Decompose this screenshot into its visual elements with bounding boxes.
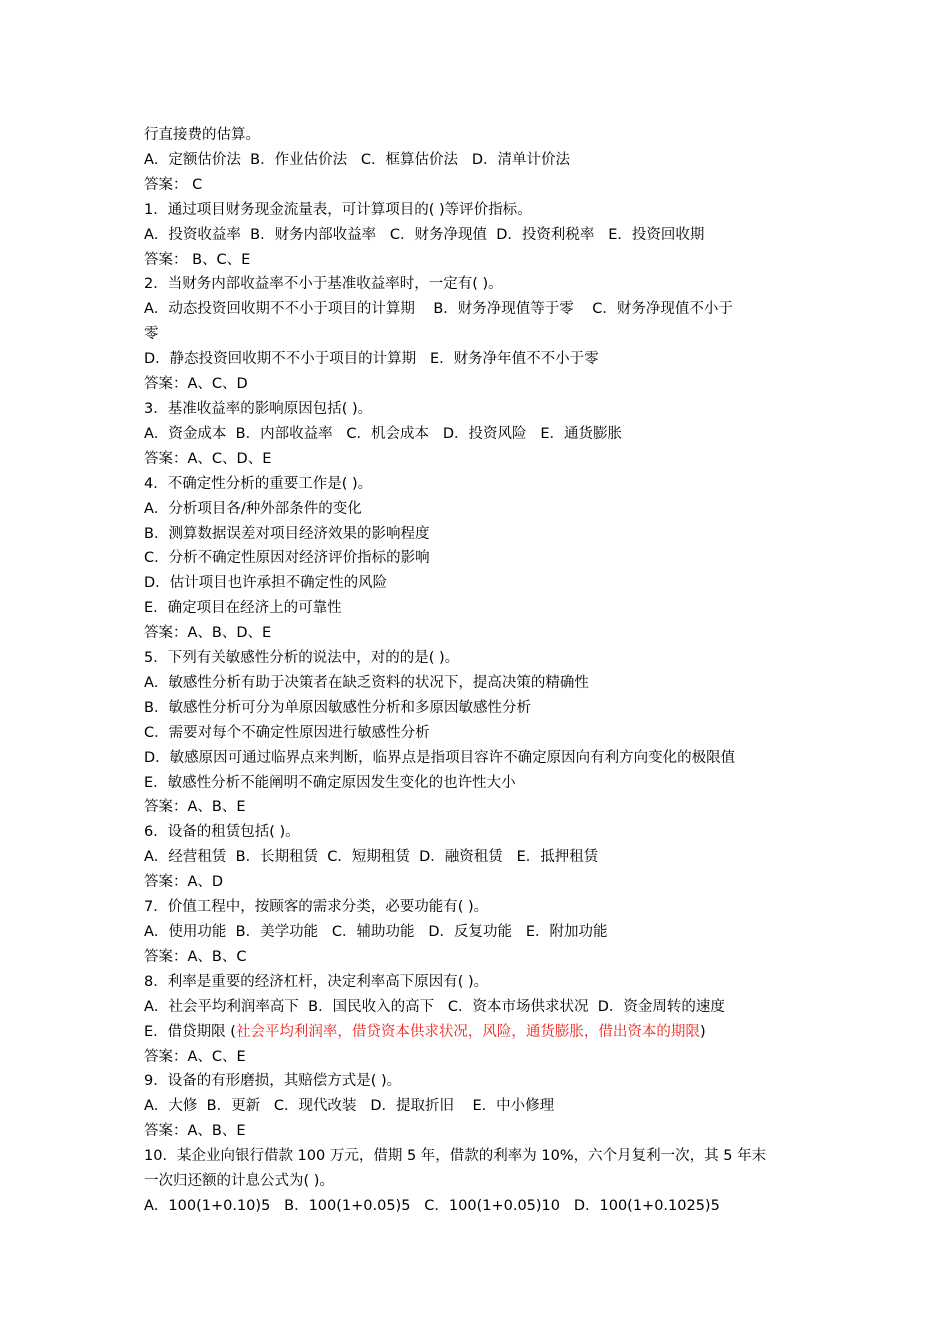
text-line: 1．通过项目财务现金流量表，可计算项目的( )等评价指标。 bbox=[144, 201, 532, 218]
text-line: A．经营租赁 B．长期租赁 C．短期租赁 D．融资租赁 E．抵押租赁 bbox=[144, 849, 599, 866]
text-line: A．投资收益率 B．财务内部收益率 C．财务净现值 D．投资利税率 E．投资回收期 bbox=[144, 226, 705, 243]
text-line: E．敏感性分析不能阐明不确定原因发生变化的也许性大小 bbox=[144, 774, 516, 791]
document-page bbox=[144, 123, 814, 1219]
text-line: A．大修 B．更新 C．现代改装 D．提取折旧 E．中小修理 bbox=[144, 1098, 555, 1115]
text-line: 2．当财务内部收益率不小于基准收益率时，一定有( )。 bbox=[144, 276, 503, 293]
text-line: 答案：A、C、E bbox=[144, 1048, 246, 1065]
text-line: 答案： C bbox=[144, 176, 203, 193]
option-e-text: E．借贷期限 ( bbox=[144, 1023, 236, 1040]
text-line: C．分析不确定性原因对经济评价指标的影响 bbox=[144, 550, 430, 567]
text-line: D．静态投资回收期不不小于项目的计算期 E．财务净年值不不小于零 bbox=[144, 351, 599, 368]
text-line: A．动态投资回收期不不小于项目的计算期 B．财务净现值等于零 C．财务净现值不小于 bbox=[144, 301, 733, 318]
text-line: A．使用功能 B．美学功能 C．辅助功能 D．反复功能 E．附加功能 bbox=[144, 924, 608, 940]
text-line: 9．设备的有形磨损，其赔偿方式是( )。 bbox=[144, 1073, 402, 1090]
text-line: 答案：A、C、D bbox=[144, 376, 248, 393]
text-line: 答案：A、C、D、E bbox=[144, 450, 272, 467]
text-line: D．估计项目也许承担不确定性的风险 bbox=[144, 575, 388, 592]
text-line: A．资金成本 B．内部收益率 C．机会成本 D．投资风险 E．通货膨胀 bbox=[144, 425, 623, 442]
text-line: 答案：A、B、D、E bbox=[144, 625, 272, 642]
text-line: B．敏感性分析可分为单原因敏感性分析和多原因敏感性分析 bbox=[144, 699, 531, 716]
text-line: 答案：A、B、C bbox=[144, 948, 247, 965]
text-line: 答案：A、D bbox=[144, 874, 224, 891]
text-line: A．定额估价法 B．作业估价法 C．框算估价法 D．清单计价法 bbox=[144, 151, 571, 168]
text-line: 8．利率是重要的经济杠杆，决定利率高下原因有( )。 bbox=[144, 973, 489, 990]
text-line: C．需要对每个不确定性原因进行敏感性分析 bbox=[144, 724, 430, 741]
text-line: A．分析项目各/种外部条件的变化 bbox=[144, 500, 362, 517]
text-line: B．测算数据误差对项目经济效果的影响程度 bbox=[144, 525, 430, 542]
text-line: 答案： B、C、E bbox=[144, 251, 251, 268]
text-line: A．敏感性分析有助于决策者在缺乏资料的状况下，提高决策的精确性 bbox=[144, 674, 589, 691]
text-line: A．100(1+0.10)5 B．100(1+0.05)5 C．100(1+0.05)10 D．100(1+0.1025)5 bbox=[144, 1197, 720, 1214]
red-annotation: 社会平均利润率，借贷资本供求状况，风险，通货膨胀，借出资本的期限 bbox=[235, 1023, 700, 1040]
text-line: E．确定项目在经济上的可靠性 bbox=[144, 600, 342, 617]
text-line: 行直接费的估算。 bbox=[144, 127, 260, 143]
text-line: 零 bbox=[144, 326, 159, 343]
text-line: A．社会平均利润率高下 B．国民收入的高下 C．资本市场供求状况 D．资金周转的速度 bbox=[144, 998, 725, 1015]
text-line: 4．不确定性分析的重要工作是( )。 bbox=[144, 475, 373, 492]
text-line: 答案：A、B、E bbox=[144, 799, 246, 816]
text-line-annotated bbox=[144, 1020, 814, 1045]
text-line: 7．价值工程中，按顾客的需求分类，必要功能有( )。 bbox=[144, 899, 489, 916]
text-line: 5．下列有关敏感性分析的说法中，对的的是( )。 bbox=[144, 650, 460, 667]
text-line: 答案：A、B、E bbox=[144, 1123, 246, 1140]
closing-paren: ) bbox=[699, 1023, 706, 1040]
text-line: 3．基准收益率的影响原因包括( )。 bbox=[144, 400, 373, 417]
text-line: 一次归还额的计息公式为( )。 bbox=[144, 1173, 334, 1190]
text-line: D．敏感原因可通过临界点来判断，临界点是指项目容许不确定原因向有利方向变化的极限值 bbox=[144, 749, 736, 766]
text-line: 6．设备的租赁包括( )。 bbox=[144, 824, 300, 841]
text-line: 10．某企业向银行借款 100 万元，借期 5 年，借款的利率为 10%，六个月复利一次，其 5 年末 bbox=[144, 1148, 767, 1165]
